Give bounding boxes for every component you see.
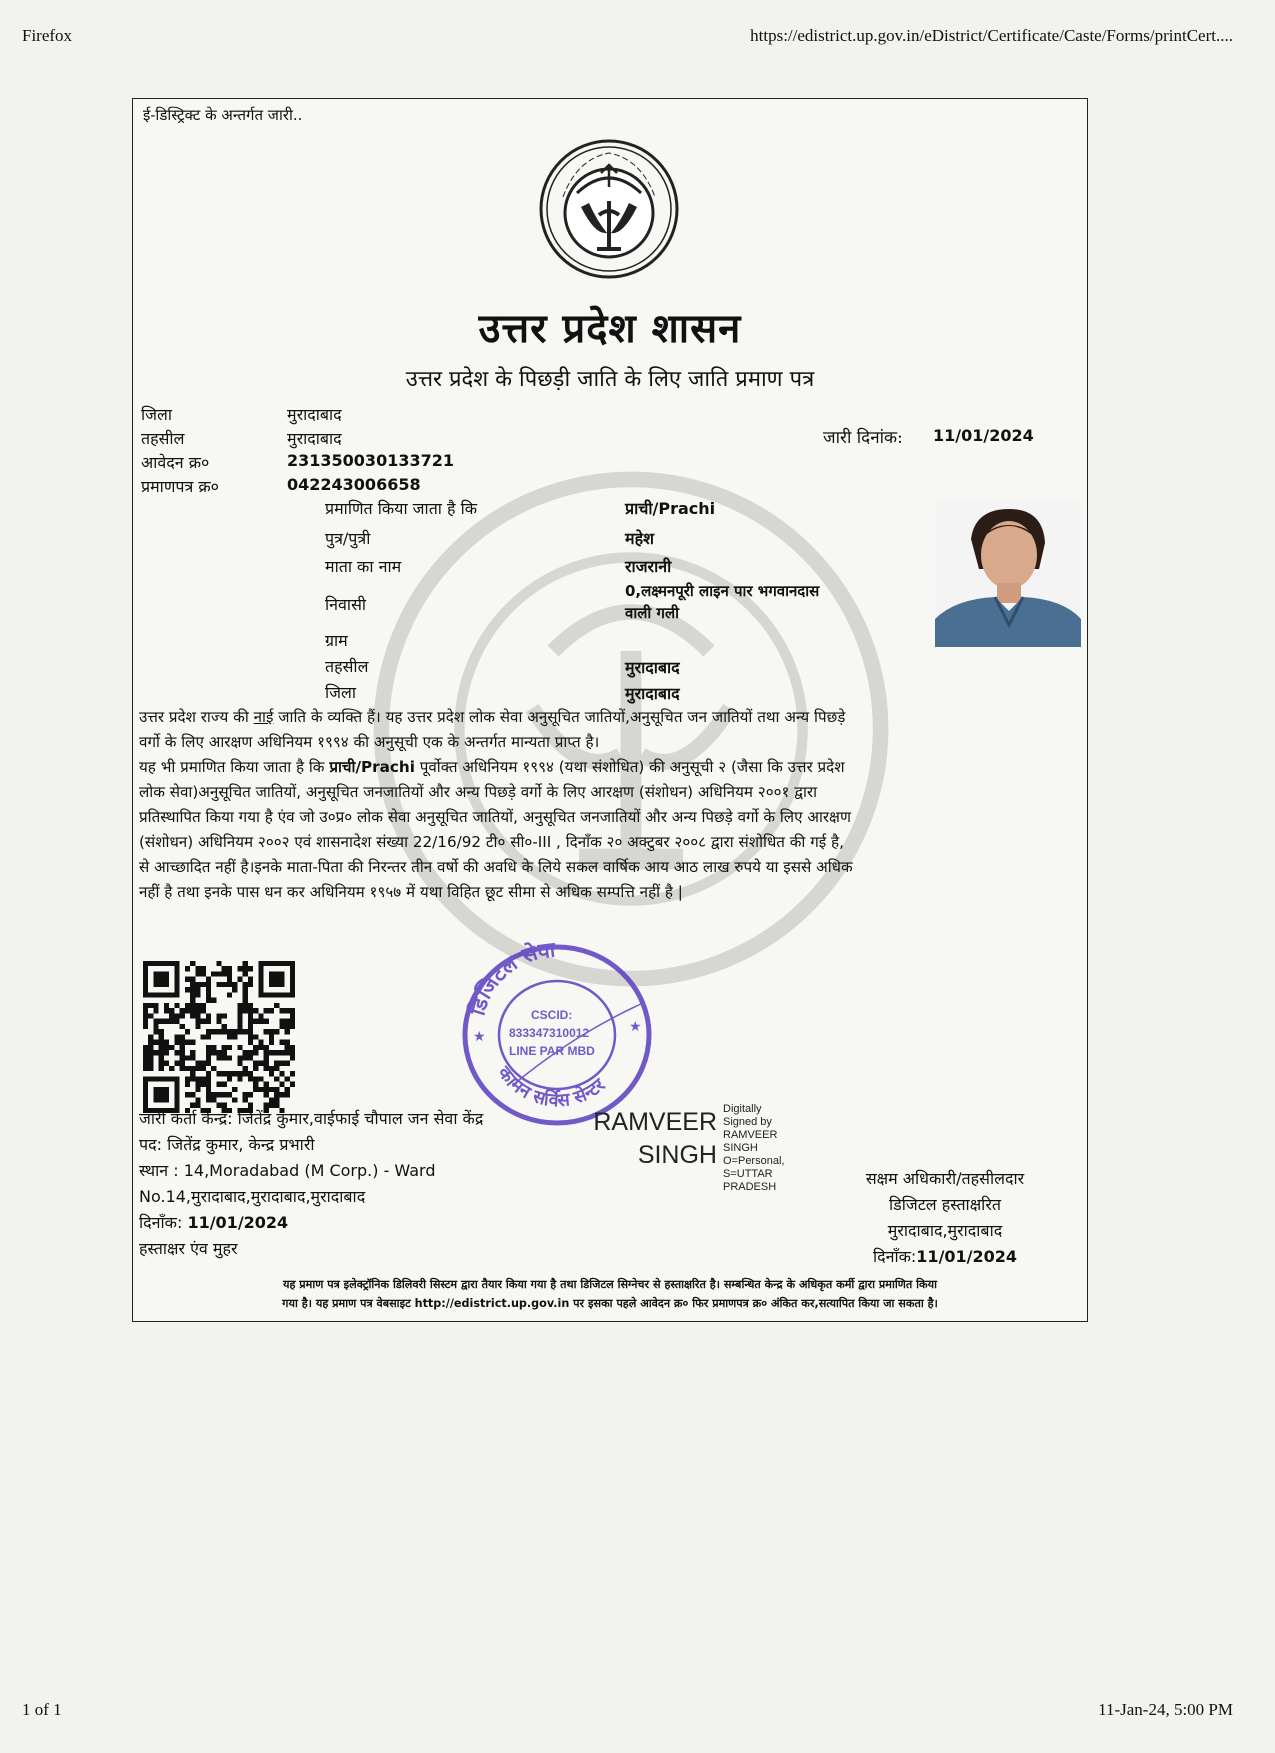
issuer-place: [139, 1159, 435, 1181]
issuer-place-line2: No.14,मुरादाबाद,मुरादाबाद,मुरादाबाद: [139, 1187, 366, 1206]
stamp-csc-number: 833347310012: [509, 1026, 590, 1040]
applicant-photo: [935, 499, 1081, 647]
signature-meta-line: SINGH: [723, 1142, 758, 1154]
caste-paragraph-line1: [139, 705, 1081, 730]
signature-meta-line: Digitally: [723, 1103, 762, 1115]
address-line1: 0,लक्ष्मनपूरी लाइन पार भगवानदास: [625, 582, 820, 600]
verification-footnote: [139, 1275, 1081, 1313]
details-tehsil-value: मुरादाबाद: [625, 658, 680, 677]
caste-paragraph-line2: वर्गो के लिए आरक्षण अधिनियम १९९४ की अनुसूची एक के अन्तर्गत मान्यता प्राप्त है।: [139, 733, 600, 751]
mother-name-label: माता का नाम: [325, 557, 402, 576]
government-title: उत्तर प्रदेश शासन: [478, 305, 742, 352]
issued-under-text: ई-डिस्ट्रिक्ट के अन्तर्गत जारी..: [143, 106, 303, 124]
district-value: मुरादाबाद: [287, 405, 342, 424]
issuer-date-label: दिनाँक:: [139, 1213, 183, 1232]
digital-seva-stamp: [453, 935, 663, 1131]
issuer-centre-label: जारी कर्ता केन्द्र:: [139, 1109, 233, 1128]
footnote-line2: गया है। यह प्रमाण पत्र वेबसाइट http://edistrict.up.gov.in पर इसका पहले आवेदन क्र० फिर प्रमाणपत्र क्र० अंकित कर,सत्यापित किया जा सकता है।: [282, 1297, 938, 1310]
caste-paragraph-post: जाति के व्यक्ति हैं। यह उत्तर प्रदेश लोक सेवा अनुसूचित जातियों,अनुसूचित जन जातियों तथा अन्य पिछड़े: [273, 708, 846, 726]
digital-signature-details: [723, 1103, 813, 1194]
issue-date-value: 11/01/2024: [933, 426, 1034, 445]
applicant-name: प्राची/Prachi: [625, 499, 716, 518]
signature-meta-line: Signed by: [723, 1116, 772, 1128]
officer-location: मुरादाबाद,मुरादाबाद: [887, 1221, 1003, 1240]
issuer-place-line1: 14,Moradabad (M Corp.) - Ward: [183, 1161, 436, 1180]
eligibility-post: पूर्वोक्त अधिनियम १९९४ (यथा संशोधित) की अनुसूची २ (जैसा कि उत्तर प्रदेश: [414, 758, 845, 776]
signature-meta-line: RAMVEER: [723, 1129, 778, 1141]
district-label: जिला: [141, 405, 173, 424]
eligibility-line3: प्रतिस्थापित किया गया है एंव जो उ०प्र० लोक सेवा अनुसूचित जातियों, अनुसूचित जनजातियों और अन्य पिछड़े वर्गो के लिए आरक्षण: [139, 808, 851, 826]
stamp-location: LINE PAR MBD: [509, 1044, 595, 1058]
father-name: महेश: [625, 529, 654, 548]
tehsil-value: मुरादाबाद: [287, 429, 342, 448]
svg-text:कामन सर्विस सेन्टर: [493, 1062, 610, 1112]
up-government-emblem-icon: [537, 137, 681, 281]
svg-text:डिजिटल सेवा: [464, 937, 558, 1019]
signature-meta-line: S=UTTAR: [723, 1168, 773, 1180]
officer-digitally-signed: डिजिटल हस्ताक्षरित: [889, 1195, 1001, 1214]
print-datetime: 11-Jan-24, 5:00 PM: [1098, 1700, 1233, 1719]
caste-paragraph: [139, 705, 1081, 755]
details-district-label: जिला: [325, 683, 357, 702]
footnote-line1: यह प्रमाण पत्र इलेक्ट्रॉनिक डिलिवरी सिस्टम द्वारा तैयार किया गया है तथा डिजिटल सिग्नेचर से हस्ताक्षरित है। सम्बन्धित केन्द्र के अधिकृत कर्मी द्वारा प्रमाणित किया: [282, 1278, 938, 1291]
eligibility-name: प्राची/Prachi: [329, 758, 415, 776]
stamp-top-text: डिजिटल सेवा: [465, 937, 557, 1019]
issuer-centre-value: जितेंद्र कुमार,वाईफाई चौपाल जन सेवा केंद्र: [237, 1109, 484, 1128]
issuer-post: [139, 1133, 315, 1155]
page-count: 1 of 1: [22, 1700, 62, 1719]
stamp-star-right-icon: ★: [629, 1019, 642, 1035]
village-label: ग्राम: [325, 631, 348, 650]
mother-name: राजरानी: [625, 557, 672, 576]
stamp-csc-label: CSCID:: [531, 1008, 573, 1022]
officer-date-label: दिनाँक:: [872, 1247, 917, 1266]
eligibility-line2: लोक सेवा)अनुसूचित जातियों, अनुसूचित जनजातियों और अन्य पिछड़े वर्गो के लिए आरक्षण (संशोधन) अधिनियम २००१ द्वारा: [139, 783, 818, 801]
issuer-post-label: पद:: [139, 1135, 162, 1154]
caste-name: नाई: [253, 708, 274, 726]
application-number-value: 231350030133721: [287, 451, 454, 470]
issuer-date-value: 11/01/2024: [187, 1213, 289, 1232]
page-url: https://edistrict.up.gov.in/eDistrict/Certificate/Caste/Forms/printCert....: [750, 26, 1233, 45]
application-number-label: आवेदन क्र०: [141, 453, 210, 472]
eligibility-line6: नहीं है तथा इनके पास धन कर अधिनियम १९५७ में यथा विहित छूट सीमा से अधिक सम्पत्ति नहीं है |: [139, 883, 683, 901]
signer-name-line2: SINGH: [637, 1141, 717, 1169]
digital-signature-name: [581, 1106, 717, 1172]
certificate-number-value: 042243006658: [287, 475, 421, 494]
issuer-post-value: जितेंद्र कुमार, केन्द्र प्रभारी: [167, 1135, 315, 1154]
issuer-sign-label: हस्ताक्षर एंव मुहर: [139, 1239, 238, 1258]
eligibility-paragraph: [139, 755, 1081, 905]
issuer-centre: [139, 1107, 483, 1129]
tehsil-label: तहसील: [141, 429, 185, 448]
resident-label: निवासी: [325, 595, 367, 614]
certify-label: प्रमाणित किया जाता है कि: [325, 499, 478, 518]
stamp-star-left-icon: ★: [473, 1029, 486, 1045]
caste-certificate: [132, 98, 1088, 1322]
details-district-value: मुरादाबाद: [625, 684, 680, 703]
issuer-date: [139, 1211, 288, 1233]
officer-date-value: 11/01/2024: [916, 1247, 1018, 1266]
qr-code[interactable]: [143, 961, 295, 1113]
certificate-subtitle: उत्तर प्रदेश के पिछड़ी जाति के लिए जाति प्रमाण पत्र: [405, 367, 815, 392]
officer-title: सक्षम अधिकारी/तहसीलदार: [865, 1169, 1025, 1188]
issue-date-label: जारी दिनांक:: [823, 428, 903, 448]
signature-meta-line: O=Personal,: [723, 1155, 785, 1167]
browser-name: Firefox: [22, 26, 73, 45]
issuer-place-label: स्थान :: [139, 1161, 179, 1180]
eligibility-pre: यह भी प्रमाणित किया जाता है कि: [139, 758, 330, 776]
caste-paragraph-pre: उत्तर प्रदेश राज्य की: [139, 708, 254, 726]
signer-name-line1: RAMVEER: [593, 1108, 717, 1136]
child-of-label: पुत्र/पुत्री: [325, 529, 371, 548]
stamp-bottom-text: कामन सर्विस सेन्टर: [493, 1062, 610, 1112]
eligibility-line4: (संशोधन) अधिनियम २००२ एवं शासनादेश संख्या 22/16/92 टी० सी०-III , दिनाँक २० अक्टुबर २००८ द्वारा संशोधित की गई है,: [139, 833, 844, 851]
address-line2: वाली गली: [625, 604, 680, 622]
eligibility-line1: [139, 755, 1081, 780]
signature-meta-line: PRADESH: [723, 1181, 777, 1193]
officer-date: [835, 1245, 1055, 1267]
eligibility-line5: से आच्छादित नहीं है।इनके माता-पिता की निरन्तर तीन वर्षो की अवधि के लिये सकल वार्षिक आय आठ लाख रुपये या इससे अधिक: [139, 858, 853, 876]
details-tehsil-label: तहसील: [325, 657, 369, 676]
certificate-number-label: प्रमाणपत्र क्र०: [141, 477, 219, 496]
